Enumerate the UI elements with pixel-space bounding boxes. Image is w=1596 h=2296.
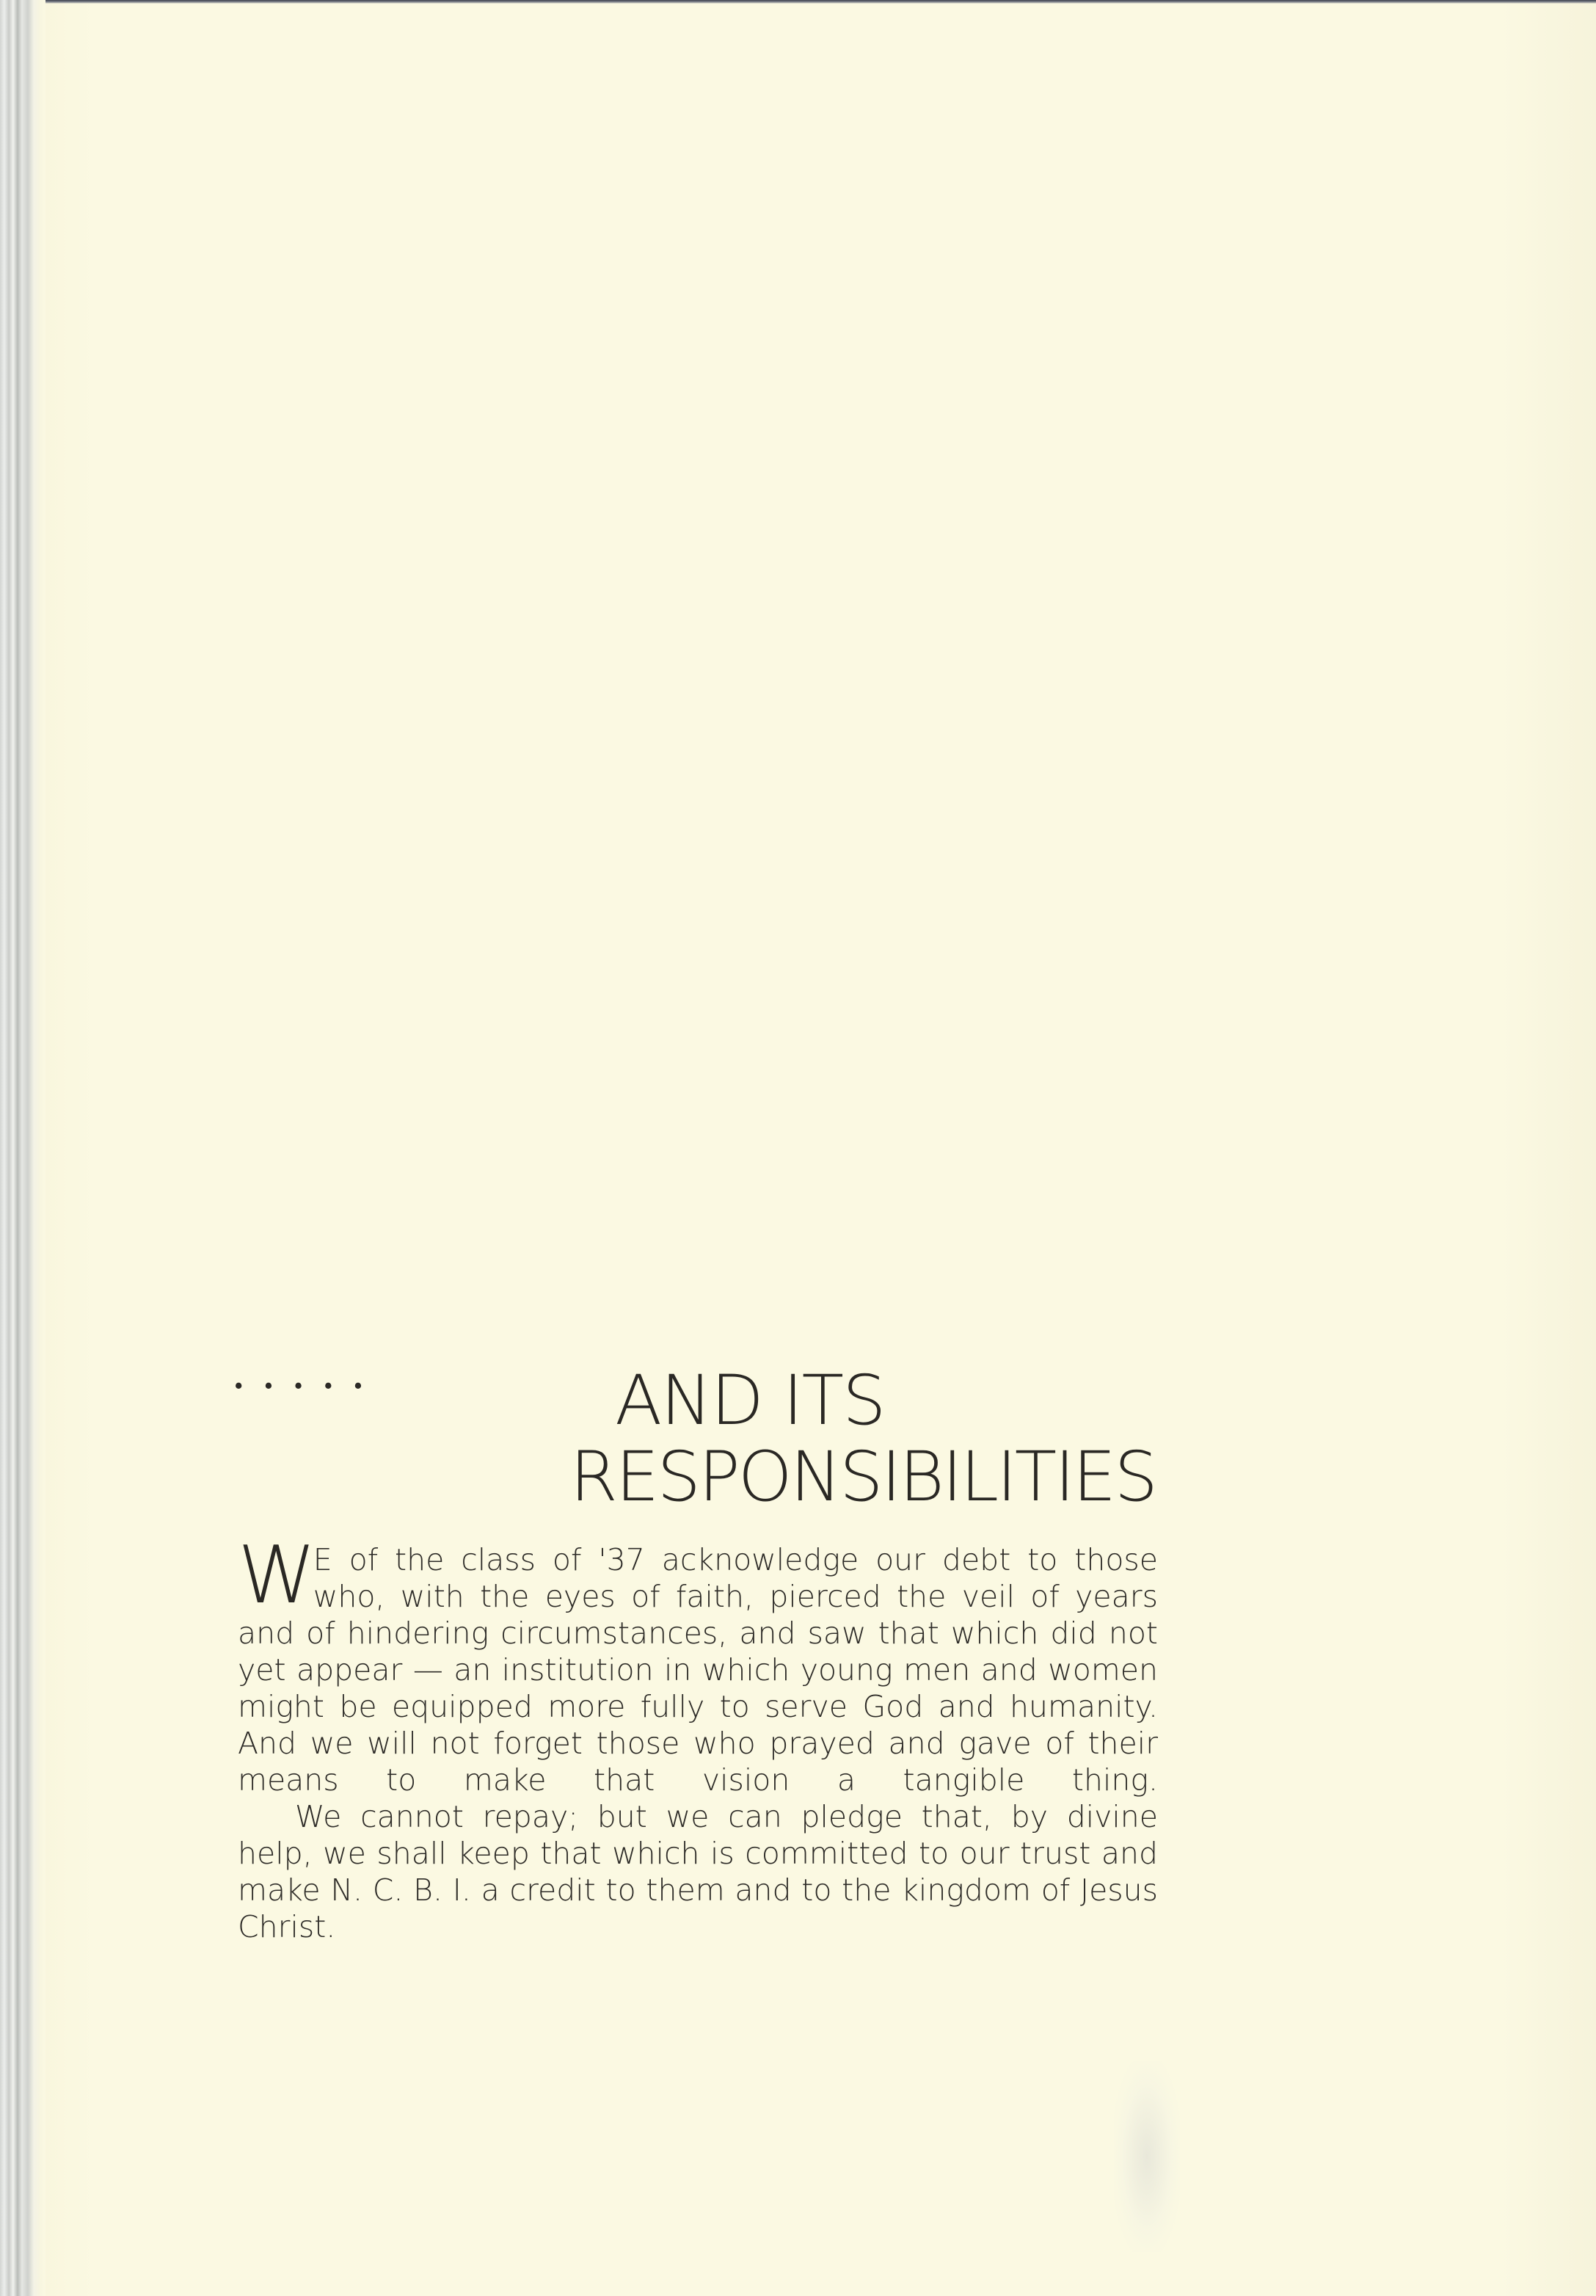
paragraph-1 <box>238 1530 1158 1798</box>
paragraph-2: We cannot repay; but we can pledge that, by divine help, we shall keep that which is committed to our trust and make N. C. B. I. a credit to them and to the kingdom of Jesus Christ. <box>238 1799 1158 1944</box>
heading-line-2: RESPONSIBILITIES <box>569 1437 1156 1517</box>
paragraph-1-text: E of the class of '37 acknowledge our debt to those who, with the eyes of faith, pierced the veil of years and of hindering circumstances, and saw that which did not yet appear — an institution in which young men and women might be equipped more fully to serve God and humanity. And we will not forget those who prayed and gave of their means to make that vision a tangible thing. <box>238 1542 1158 1798</box>
body-text <box>238 1530 1158 1945</box>
heading-line-1: AND ITS <box>615 1361 885 1441</box>
heading-ellipsis: . . . . . <box>231 1345 366 1400</box>
drop-cap: W <box>238 1530 312 1621</box>
paper-smudge <box>1114 2061 1180 2252</box>
